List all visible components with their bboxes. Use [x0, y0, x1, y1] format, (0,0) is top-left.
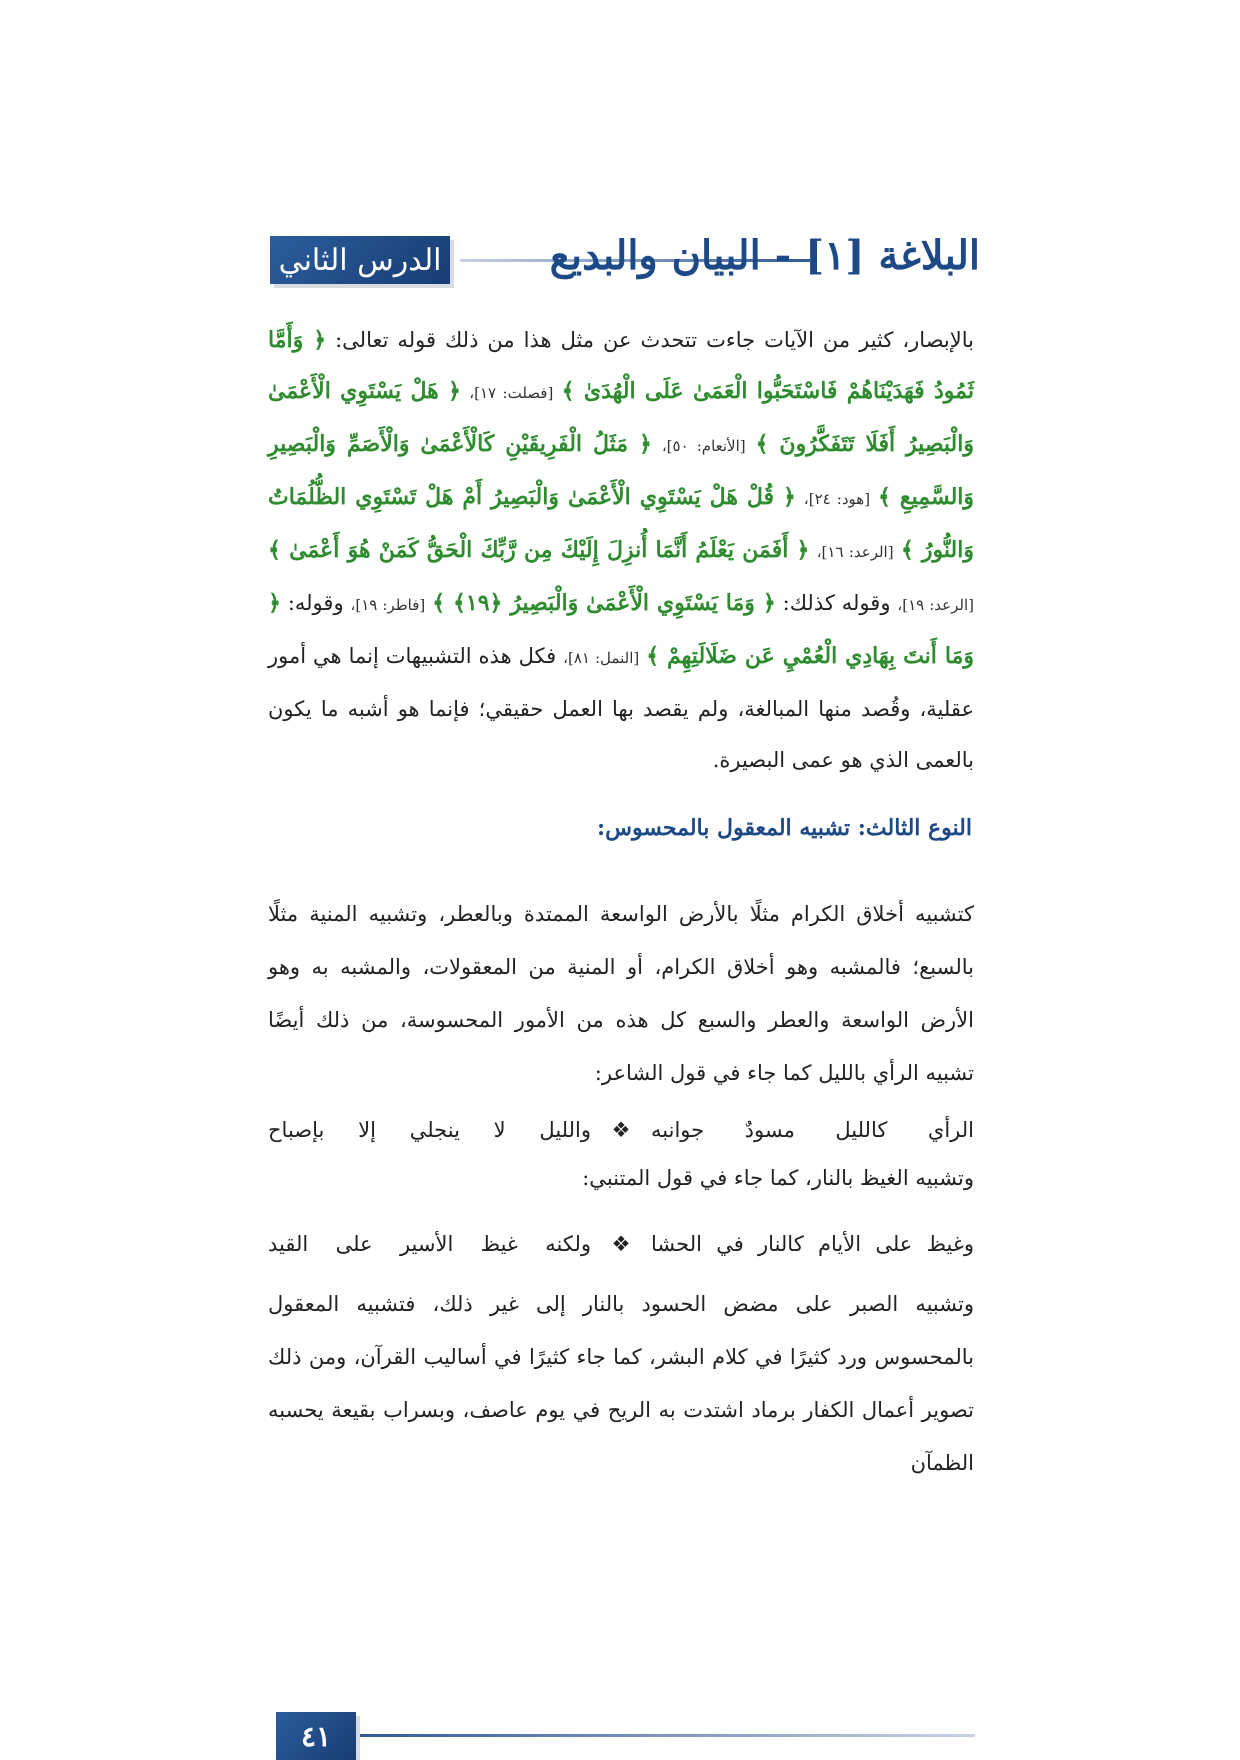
connector-text: وقوله:: [287, 591, 344, 615]
quran-verse: ﴿ مَثَلُ الْفَرِيقَيْنِ كَالْأَعْمَىٰ وَالْأَصَمِّ وَالْبَصِيرِ وَالسَّمِيعِ ﴾: [268, 431, 975, 510]
quran-verse: ﴿ وَمَا أَنتَ بِهَادِي الْعُمْيِ عَن ضَلَالَتِهِمْ ﴾: [268, 590, 974, 669]
verse-reference: [هود: ٢٤]،: [803, 490, 871, 508]
poetry-intro-line: [268, 1166, 974, 1190]
paragraph-text: وتشبيه الصبر على مضض الحسود بالنار إلى غير ذلك، فتشبيه المعقول بالمحسوس ورد كثيرًا في كلام البشر، كما جاء كثيرًا في أساليب القرآن، ومن ذلك تصوير أعمال الكفار برماد اشتدت به الريح في يوم عاصف، وبسراب بقيعة يحسبه الظمآن: [268, 1292, 974, 1475]
verse-first-half: الرأي كالليل مسودٌ جوانبه: [651, 1118, 974, 1142]
section-paragraph: [268, 888, 974, 1100]
conclusion-text: فكل هذه التشبيهات إنما هي أمور عقلية، وقُصد منها المبالغة، ولم يقصد بها العمل حقيقي؛ فإنما هو أشبه ما يكون بالعمى الذي هو عمى البصيرة.: [268, 644, 974, 772]
page-header: [270, 230, 980, 290]
quran-verse: ﴿ وَمَا يَسْتَوِي الْأَعْمَىٰ وَالْبَصِيرُ ﴿١٩﴾ ﴾: [432, 590, 776, 616]
verse-second-half: والليل لا ينجلي إلا بإصباح: [268, 1118, 591, 1142]
book-title: البلاغة [١] - البيان والبديع: [549, 232, 980, 279]
verse-reference: [الرعد: ١٦]،: [816, 543, 894, 561]
footer-divider: [355, 1734, 975, 1737]
closing-paragraph: [268, 1278, 974, 1490]
verse-separator-icon: ❖: [611, 1118, 631, 1142]
lesson-badge: الدرس الثاني: [270, 236, 450, 284]
quran-verse: ﴿ قُلْ هَلْ يَسْتَوِي الْأَعْمَىٰ وَالْبَصِيرُ أَمْ هَلْ تَسْتَوِي الظُّلُمَاتُ وَالنُّورُ ﴾: [268, 484, 974, 563]
quran-verse: ﴿ أَفَمَن يَعْلَمُ أَنَّمَا أُنزِلَ إِلَيْكَ مِن رَّبِّكَ الْحَقُّ كَمَنْ هُوَ أَعْمَىٰ ﴾: [268, 537, 810, 563]
verse-reference: [فصلت: ١٧]،: [469, 384, 554, 402]
quran-verse: ﴿ هَلْ يَسْتَوِي الْأَعْمَىٰ وَالْبَصِيرُ أَفَلَا تَتَفَكَّرُونَ ﴾: [268, 378, 974, 457]
poetry-verse: [268, 1118, 974, 1142]
connector-text: وقوله كذلك:: [782, 591, 891, 615]
paragraph-text: وتشبيه الغيظ بالنار، كما جاء في قول المتنبي:: [582, 1166, 974, 1190]
verse-reference: [الأنعام: ٥٠]،: [661, 437, 746, 455]
verse-second-half: ولكنه غيظ الأسير على القيد: [268, 1232, 591, 1256]
intro-paragraph: [268, 315, 974, 786]
page-number: ٤١: [276, 1712, 356, 1760]
paragraph-text: كتشبيه أخلاق الكرام مثلًا بالأرض الواسعة الممتدة وبالعطر، وتشبيه المنية مثلًا بالسبع؛ فالمشبه وهو أخلاق الكرام، أو المنية من المعقولات، والمشبه به وهو الأرض الواسعة والعطر والسبع كل هذه من الأمور المحسوسة، من ذلك أيضًا تشبيه الرأي بالليل كما جاء في قول الشاعر:: [268, 902, 974, 1085]
verse-reference: [فاطر: ١٩]،: [350, 596, 426, 614]
quran-verse: ﴿ وَأَمَّا ثَمُودُ فَهَدَيْنَاهُمْ فَاسْتَحَبُّوا الْعَمَىٰ عَلَى الْهُدَىٰ ﴾: [268, 327, 974, 404]
poetry-verse: [268, 1232, 974, 1256]
verse-reference: [الرعد: ١٩]،: [897, 596, 974, 614]
section-heading: النوع الثالث: تشبيه المعقول بالمحسوس:: [596, 815, 972, 841]
verse-reference: [النمل: ٨١]،: [563, 649, 640, 667]
verse-separator-icon: ❖: [611, 1232, 631, 1256]
intro-text: بالإبصار، كثير من الآيات جاءت تتحدث عن مثل هذا من ذلك قوله تعالى:: [335, 328, 974, 352]
verse-first-half: وغيظ على الأيام كالنار في الحشا: [651, 1232, 974, 1256]
